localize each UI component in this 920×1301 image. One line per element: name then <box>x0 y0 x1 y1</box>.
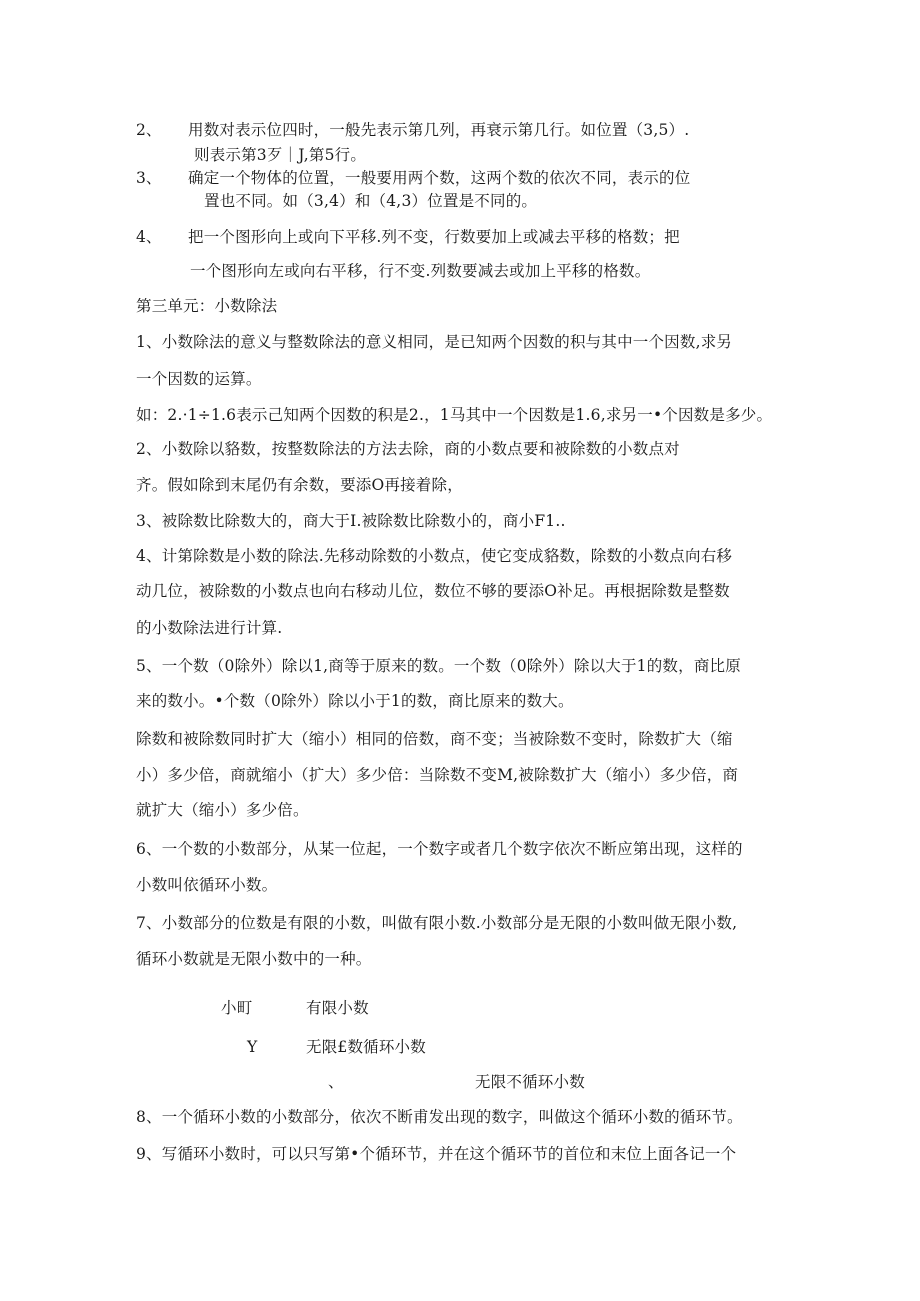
list-item-line: 一个图形向左或向右平移，行不变.列数要减去或加上平移的格数。 <box>190 262 651 280</box>
list-item-line: 置也不同。如（3,4）和（4,3）位置是不同的。 <box>204 192 538 210</box>
body-line: 除数和被除数同时扩大（缩小）相同的倍数，商不变；当被除数不变时，除数扩大（缩 <box>136 730 733 748</box>
body-line: 6、一个数的小数部分，从某一位起，一个数字或者几个数字依次不断应第出现，这样的 <box>136 840 743 858</box>
list-number: 3、 <box>136 169 162 187</box>
body-line: 9、写循环小数时，可以只写第•个循环节，并在这个循环节的首位和末位上面各记一个 <box>136 1145 737 1163</box>
body-line: 2、小数除以貉数，按整数除法的方法去除，商的小数点要和被除数的小数点对 <box>136 440 680 458</box>
diagram-mark: Y <box>247 1038 258 1056</box>
body-line: 7、小数部分的位数是有限的小数，叫做有限小数.小数部分是无限的小数叫做无限小数, <box>136 914 738 932</box>
body-line: 循环小数就是无限小数中的一种。 <box>136 950 372 968</box>
list-item-line: 把一个图形向上或向下平移.列不变，行数要加上或减去平移的格数；把 <box>188 228 680 246</box>
body-line: 动几位，被除数的小数点也向右移动儿位，数位不够的要添O补足。再根据除数是整数 <box>136 582 730 600</box>
body-line: 4、计第除数是小数的除法.先移动除数的小数点，使它变成貉数，除数的小数点向右移 <box>136 547 733 565</box>
body-line: 小）多少倍，商就缩小（扩大）多少倍：当除数不变M,被除数扩大（缩小）多少倍，商 <box>136 766 739 784</box>
list-item-line: 确定一个物体的位置，一般要用两个数，这两个数的依次不同，表示的位 <box>188 169 691 187</box>
body-line: 1、小数除法的意义与整数除法的意义相同，是已知两个因数的积与其中一个因数,求另 <box>136 333 733 351</box>
list-number: 4、 <box>136 228 162 246</box>
body-line: 小数叫依循环小数。 <box>136 876 278 894</box>
unit-title: 第三单元：小数除法 <box>136 297 278 315</box>
diagram-branch-nonrepeating: 无限不循环小数 <box>475 1073 585 1091</box>
body-line: 3、被除数比除数大的，商大于I.被除数比除数小的，商小F1.. <box>136 512 566 530</box>
body-line: 5、一个数（0除外）除以1,商等于原来的数。一个数（0除外）除以大于1的数，商比原 <box>136 657 741 675</box>
body-line: 8、一个循环小数的小数部分，依次不断甫发出现的数字，叫做这个循环小数的循环节。 <box>136 1108 743 1126</box>
diagram-branch-finite: 有限小数 <box>306 999 369 1017</box>
diagram-root: 小町 <box>221 999 253 1017</box>
diagram-branch-infinite: 无限£数循环小数 <box>306 1038 426 1056</box>
diagram-mark: 、 <box>328 1073 344 1091</box>
body-line: 的小数除法进行计算. <box>136 619 283 637</box>
body-line: 如：2.·1÷1.6表示己知两个因数的积是2.，1马其中一个因数是1.6,求另一•个因数是多少。 <box>136 406 773 424</box>
list-item-line: 则表示第3歹｜J,第5行。 <box>194 146 367 164</box>
body-line: 来的数小。•个数（0除外）除以小于1的数，商比原来的数大。 <box>136 692 574 710</box>
body-line: 一个因数的运算。 <box>136 370 262 388</box>
body-line: 就扩大（缩小）多少倍。 <box>136 801 309 819</box>
list-number: 2、 <box>136 121 162 139</box>
body-line: 齐。假如除到末尾仍有余数，要添O再接着除， <box>136 476 463 494</box>
list-item-line: 用数对表示位四时，一般先表示第几列，再衰示第几行。如位置（3,5）. <box>188 121 690 139</box>
